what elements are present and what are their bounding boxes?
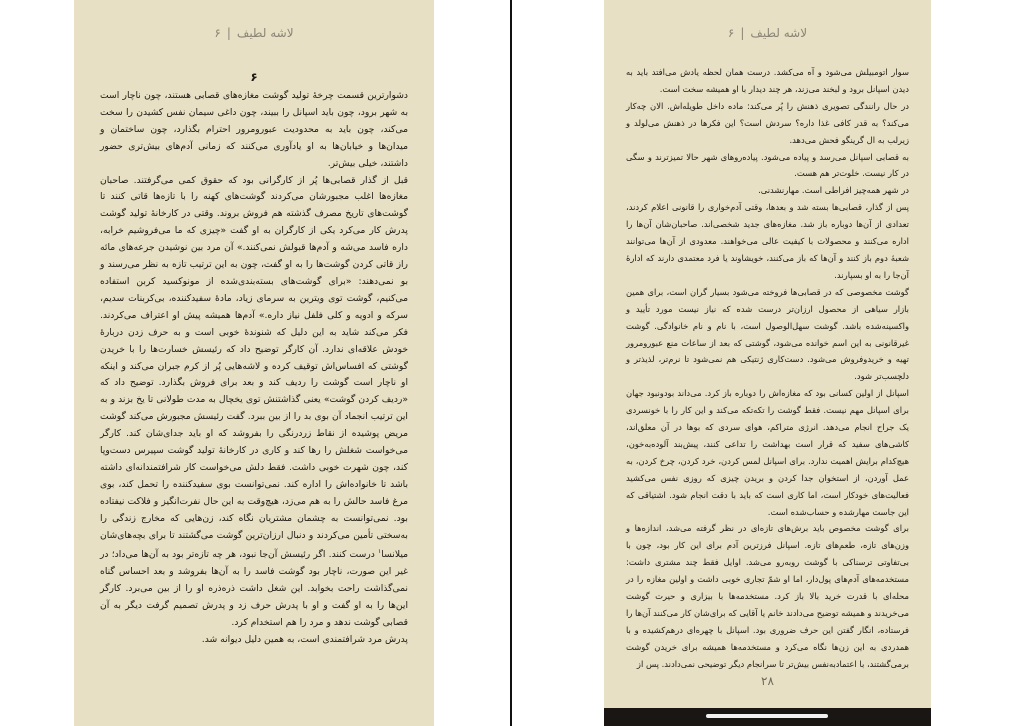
book-title: لاشه لطیف <box>236 26 294 40</box>
paragraph: اسپانل از اولین کسانی بود که مغازه‌اش را دوباره باز کرد. می‌داند بودونبود جهان برای اسپانل مهم نیست. فقط گوشت را تکه‌تکه می‌کند و این کار را با خونسردی یک جراح انجام می‌دهد. انرژی متراکم، هوای سردی که بوها در آن معلق‌اند، کاشی‌های سفید که قرار است بهداشت را تداعی کنند، پیش‌بند آلوده‌به‌خون، هیچ‌کدام برایش اهمیت ندارد. برای اسپانل لمس کردن، خرد کردن، چرخ کردن، به عمل آوردن، از استخوان جدا کردن و بریدن چیزی که روزی نفس می‌کشید فعالیت‌های خودکار است، اما کاری است که باید با دقت انجام شود. اشتیاقی که این جاست مهارشده و حساب‌شده است. <box>626 388 909 517</box>
paragraph: پدرش مرد شرافتمندی است، به همین دلیل دیوانه شد. <box>201 634 408 646</box>
chapter-label: ۶ <box>214 26 221 40</box>
running-head <box>626 26 909 46</box>
home-indicator[interactable] <box>706 714 828 718</box>
paragraph: در شهر همه‌چیز افراطی است. مهارنشدنی. <box>758 185 909 196</box>
chapter-number: ۶ <box>250 70 258 84</box>
paragraph-text: درست کنند. اگر رئیسش آن‌جا نبود، هر چه تازه‌تر بود به آن‌ها می‌داد؛ در غیر این صورت، ناچار بود گوشت فاسد را به آن‌ها بفروشد و بعد احساس گناه نمی‌گذاشت راحت بخوابد. این شغل داشت ذره‌ذره او را از بین می‌برد. کارگر این‌ها را به او گفت و او با پدرش حرف زد و پدرش تصمیم گرفت دیگر به آن قصابی گوشت ندهد و مرد را هم استخدام کرد. <box>100 549 408 629</box>
paragraph: سوار اتومبیلش می‌شود و آه می‌کشد. درست همان لحظه یادش می‌افتد باید به دیدن اسپانل برود و لبخند می‌زند، هر چند دیدار با او همیشه سخت است. <box>626 67 909 94</box>
left-page[interactable] <box>74 0 434 726</box>
paragraph: برای گوشت مخصوص باید برش‌های تازه‌ای در نظر گرفته می‌شد، اندازه‌ها و وزن‌های تازه، طعم‌های تازه. اسپانل فرزترین آدم برای این کار بود، چون با بی‌تفاوتی ترسناکی با گوشت روبه‌رو می‌شد. اوایل فقط چند مشتری داشت: مستخدمه‌های آدم‌های پول‌دار، اما او شمّ تجاری خوبی داشت و اولین مغازه را در محله‌ای با قدرت خرید بالا باز کرد. مستخدمه‌ها با بیزاری و حیرت گوشت می‌خریدند و همیشه توضیح می‌دادند خانم یا آقایی که برای‌شان کار می‌کنند آن‌ها را فرستاده، انگار گفتن این حرف ضروری بود. اسپانل با چهره‌ای درهم‌کشیده و با همدردی به این زن‌ها نگاه می‌کرد و مستخدمه‌ها همیشه برای خریدن گوشت برمی‌گشتند، با اعتمادبه‌نفس بیش‌تر تا سرانجام دیگر توضیحی نمی‌دادند. پس از <box>626 523 909 669</box>
paragraph: پس از گذار، قصابی‌ها بسته شد و بعدها، وقتی آدم‌خواری را قانونی اعلام کردند، تعدادی از آن‌ها دوباره باز شد. مغازه‌های جدید شخصی‌اند. صاحبان‌شان آن‌ها را اداره می‌کنند و محصولات با کیفیت عالی می‌خواهند. معدودی از آن‌ها می‌توانند شعبهٔ دوم باز کنند و آن‌ها که باز می‌کنند، خویشاوند یا فرد معتمدی دارند که ادارهٔ آن‌جا را به او بسپارند. <box>626 202 909 280</box>
page-body <box>626 64 909 673</box>
home-bar-area <box>604 708 931 726</box>
chapter-label: ۶ <box>727 26 735 40</box>
running-head-separator: | <box>226 26 231 40</box>
paragraph: دشوارترین قسمت چرخهٔ تولید گوشت مغازه‌های قصابی هستند، چون ناچار است به شهر برود، چون باید اسپانل را ببیند، چون داغی سیمان نفس کشیدن را سخت می‌کند، چون باید به محدودیت عبورومرور احترام بگذارد، چون ساختمان و میدان‌ها و خیابان‌ها به او یادآوری می‌کنند که زمانی آدم‌های بیش‌تری حضور داشتند، خیلی بیش‌تر. <box>100 90 408 169</box>
paragraph <box>100 173 408 633</box>
right-page[interactable] <box>604 0 931 708</box>
running-head-separator: | <box>740 26 745 40</box>
footnote-mark[interactable]: ۱ <box>378 548 382 556</box>
page-body <box>100 88 408 649</box>
paragraph: در حال رانندگی تصویری ذهنش را پُر می‌کند: ماده داخل طویله‌اش. الان چه‌کار می‌کند؟ به قدر کافی غذا داره؟ سردش است؟ این فکرها در ذهنش می‌لولد و زیرلب به ال گرینگو فحش می‌دهد. <box>626 100 909 145</box>
screen-divider <box>510 0 512 726</box>
paragraph: به قصابی اسپانل می‌رسد و پیاده می‌شود. پیاده‌روهای شهر حالا تمیزترند و سگی در کار نیست. خلوت‌تر هم هست. <box>626 151 909 179</box>
page-number: ۲۸ <box>761 674 774 688</box>
running-head <box>100 26 408 46</box>
book-title: لاشه لطیف <box>750 26 808 40</box>
paragraph: گوشت مخصوصی که در قصابی‌ها فروخته می‌شود بسیار گران است، برای همین بازار سیاهی از محصول ارزان‌تر درست شده که نیاز نیست مورد تأیید و واکسینه‌شده باشد. گوشت سهل‌الوصول است، با نام و نام خانوادگی. گوشت غیرقانونی به این اسم خوانده می‌شود، گوشتی که بعد از ساعات منع عبورومرور تهیه و خریدوفروش می‌شود. دست‌کاری ژنتیکی هم نمی‌شود تا نرم‌تر، لذیذتر و دلچسب‌تر شود. <box>626 286 909 382</box>
paragraph-text: قبل از گذار قصابی‌ها پُر از کارگرانی بود که حقوق کمی می‌گرفتند. صاحبان مغازه‌ها اغلب مجبورشان می‌کردند گوشت‌های کهنه را با تازه‌ها قاتی کنند تا گوشت‌های تاریخ مصرف گذشته هم فروش بروند. وقتی در کارخانهٔ تولید گوشت پدرش کار می‌کرد یکی از کارگران به او گفت «چیزی که ما می‌فروشیم خرابه، داره فاسد می‌شه و آدم‌ها قبولش نمی‌کنند.» آن مرد بین نوشیدن جرعه‌های مائه راز قاتی کردن گوشت‌ها را به او گفت، چون به این ترتیب تازه به نظر می‌رسند و بو نمی‌دهند: «برای گوشت‌های بسته‌بندی‌شده از مونوکسید کربن استفاده می‌کنیم، گوشت توی ویترین به سرمای زیاد، مادهٔ سفیدکننده، بی‌کربنات سدیم، سرکه و ادویه و کلی فلفل نیاز داره.» آدم‌ها همیشه پیش او اعتراف می‌کردند. فکر می‌کند شاید به این دلیل که شنوندهٔ خوبی است و به حرف زدن دربارهٔ خودش علاقه‌ای ندارد. آن کارگر توضیح داد که رئیسش خسارت‌ها را با خریدن گوشتی که افساس‌اش توقیف کرده و لاشه‌هایی پُر از کرم جبران می‌کند و اینکه او ناچار است گوشت را ردیف کند و بعد برای فروش بگذارد. توضیح داد که «ردیف کردن گوشت» یعنی گذاشتنش توی یخچال به مدت طولانی تا یخ بزند و به این ترتیب انجماد آن بوی بد را از بین ببرد. گفت رئیسش مجبورش می‌کند گوشت مریض پوشیده از نقاط زردرنگی را بفروشد که او باید جدای‌شان کند. کارگر می‌خواست شغلش را رها کند و کاری در کارخانهٔ تولید گوشت سپیرس دست‌وپا کند، چون شهرت خوبی داشت. فقط دلش می‌خواست کار شرافتمندانه‌ای داشته باشد تا خانواده‌اش را اداره کند. نمی‌توانست بوی سفیدکننده را تحمل کند، بوی مرغ فاسد حالش را به هم می‌زد، هیچ‌وقت به این حال نفرت‌انگیز و فلاکت نیفتاده بود. نمی‌توانست به چشمان مشتریان نگاه کند، زن‌هایی که مخارج زندگی را به‌سختی تأمین می‌کردند و دنبال ارزان‌ترین گوشت می‌گشتند تا برای بچه‌های‌شان میلانسا <box>100 174 409 561</box>
